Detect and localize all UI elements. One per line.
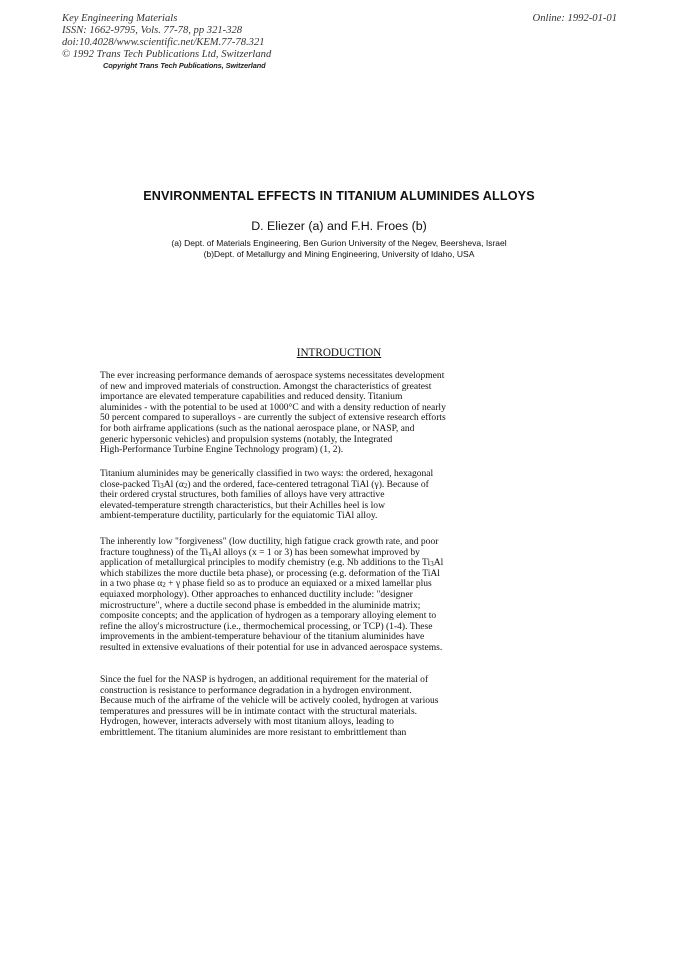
paragraph (100, 675, 590, 739)
paragraph-line: their ordered crystal structures, both families of alloys have very attractive (100, 489, 385, 501)
paragraph-line: equiaxed morphology). Other approaches to enhanced ductility include: "designer (100, 588, 413, 600)
paragraph-line: The ever increasing performance demands of aerospace systems necessitates development (100, 370, 445, 381)
affiliation-a: (a) Dept. of Materials Engineering, Ben Gurion University of the Negev, Beersheva, Israel (171, 238, 507, 248)
paragraph-line: which stabilizes the more ductile beta phase), or processing (e.g. deformation of the TiAl (100, 567, 440, 579)
paragraph-line: of new and improved materials of construction. Amongst the characteristics of greatest (100, 380, 432, 392)
paragraph-line: Titanium aluminides may be generically classified in two ways: the ordered, hexagonal (100, 468, 434, 479)
paragraph (100, 371, 590, 456)
paragraph (100, 469, 590, 522)
paragraph-line: refine the alloy's microstructure (i.e., thermochemical processing, or TCP) (1-4). These (100, 620, 433, 632)
paragraph-line: Since the fuel for the NASP is hydrogen, an additional requirement for the material of (100, 674, 429, 685)
paragraph-line: in a two phase $\alpha_2 + \gamma$ phase field so as to produce an equiaxed or a mixed lamellar plus (100, 578, 432, 590)
article-title: ENVIRONMENTAL EFFECTS IN TITANIUM ALUMINIDES ALLOYS (143, 189, 535, 203)
affiliation-b: (b)Dept. of Metallurgy and Mining Engineering, University of Idaho, USA (203, 249, 475, 259)
online-date: Online: 1992-01-01 (532, 13, 617, 24)
paragraph-line: The inherently low "forgiveness" (low ductility, high fatigue crack growth rate, and poor (100, 536, 439, 547)
article-authors: D. Eliezer (a) and F.H. Froes (b) (251, 219, 427, 233)
paragraph-line: for both airframe applications (such as the national aerospace plane, or NASP, and (100, 422, 415, 434)
paragraph-line: Hydrogen, however, interacts adversely with most titanium alloys, leading to (100, 716, 394, 728)
issn-line: ISSN: 1662-9795, Vols. 77-78, pp 321-328 (62, 25, 243, 36)
paragraph-line: microstructure", where a ductile second phase is embedded in the aluminide matrix; (100, 599, 421, 611)
paragraph-line: improvements in the ambient-temperature behaviour of the titanium aluminides have (100, 631, 425, 643)
paragraph-line: construction is resistance to performance degradation in a hydrogen environment. (100, 684, 412, 696)
copyright-small-line: Copyright Trans Tech Publications, Switzerland (103, 61, 266, 70)
paragraph-line: generic hypersonic vehicles) and propulsion systems (notably, the Integrated (100, 433, 393, 445)
paragraph-line: ambient-temperature ductility, particularly for the equiatomic TiAl alloy. (100, 510, 378, 522)
paragraph-line: High-Performance Turbine Engine Technology program) (1, 2). (100, 444, 344, 456)
copyright-line: © 1992 Trans Tech Publications Ltd, Switzerland (62, 49, 272, 60)
paragraph-line: embrittlement. The titanium aluminides are more resistant to embrittlement than (100, 726, 407, 738)
paragraph-line: fracture toughness) of the $Ti_xAl$ alloys (x = 1 or 3) has been somewhat improved by (100, 546, 420, 558)
journal-name: Key Engineering Materials (62, 13, 178, 24)
paragraph-line: elevated-temperature strength characteristics, but their Achilles heel is low (100, 499, 385, 511)
paragraph-line: 50 percent compared to superalloys - are currently the subject of extensive research efforts (100, 412, 446, 424)
journal-header (62, 13, 271, 70)
paragraph-line: close-packed $Ti_3Al$ $(\alpha_2)$ and the ordered, face-centered tetragonal TiAl (γ). Because of (100, 478, 429, 490)
paragraph-line: resulted in extensive evaluations of their potential for use in advanced aerospace systems. (100, 641, 443, 653)
paragraph-line: Because much of the airframe of the vehicle will be actively cooled, hydrogen at various (100, 695, 439, 707)
paragraph-line: composite concepts; and the application of hydrogen as a temporary alloying element to (100, 610, 437, 622)
section-heading: INTRODUCTION (296, 347, 382, 359)
paragraph-line: importance are elevated temperature capabilities and reduced density. Titanium (100, 391, 403, 403)
doi-line: doi:10.4028/www.scientific.net/KEM.77-78.321 (62, 37, 265, 48)
paragraph (100, 537, 590, 654)
paragraph-line: aluminides - with the potential to be used at 1000°C and with a density reduction of nearly (100, 401, 446, 413)
paragraph-line: temperatures and pressures will be in intimate contact with the structural materials. (100, 705, 418, 717)
paragraph-line: application of metallurgical principles to modify chemistry (e.g. Nb additions to the $Ti_3Al$ (100, 557, 444, 569)
